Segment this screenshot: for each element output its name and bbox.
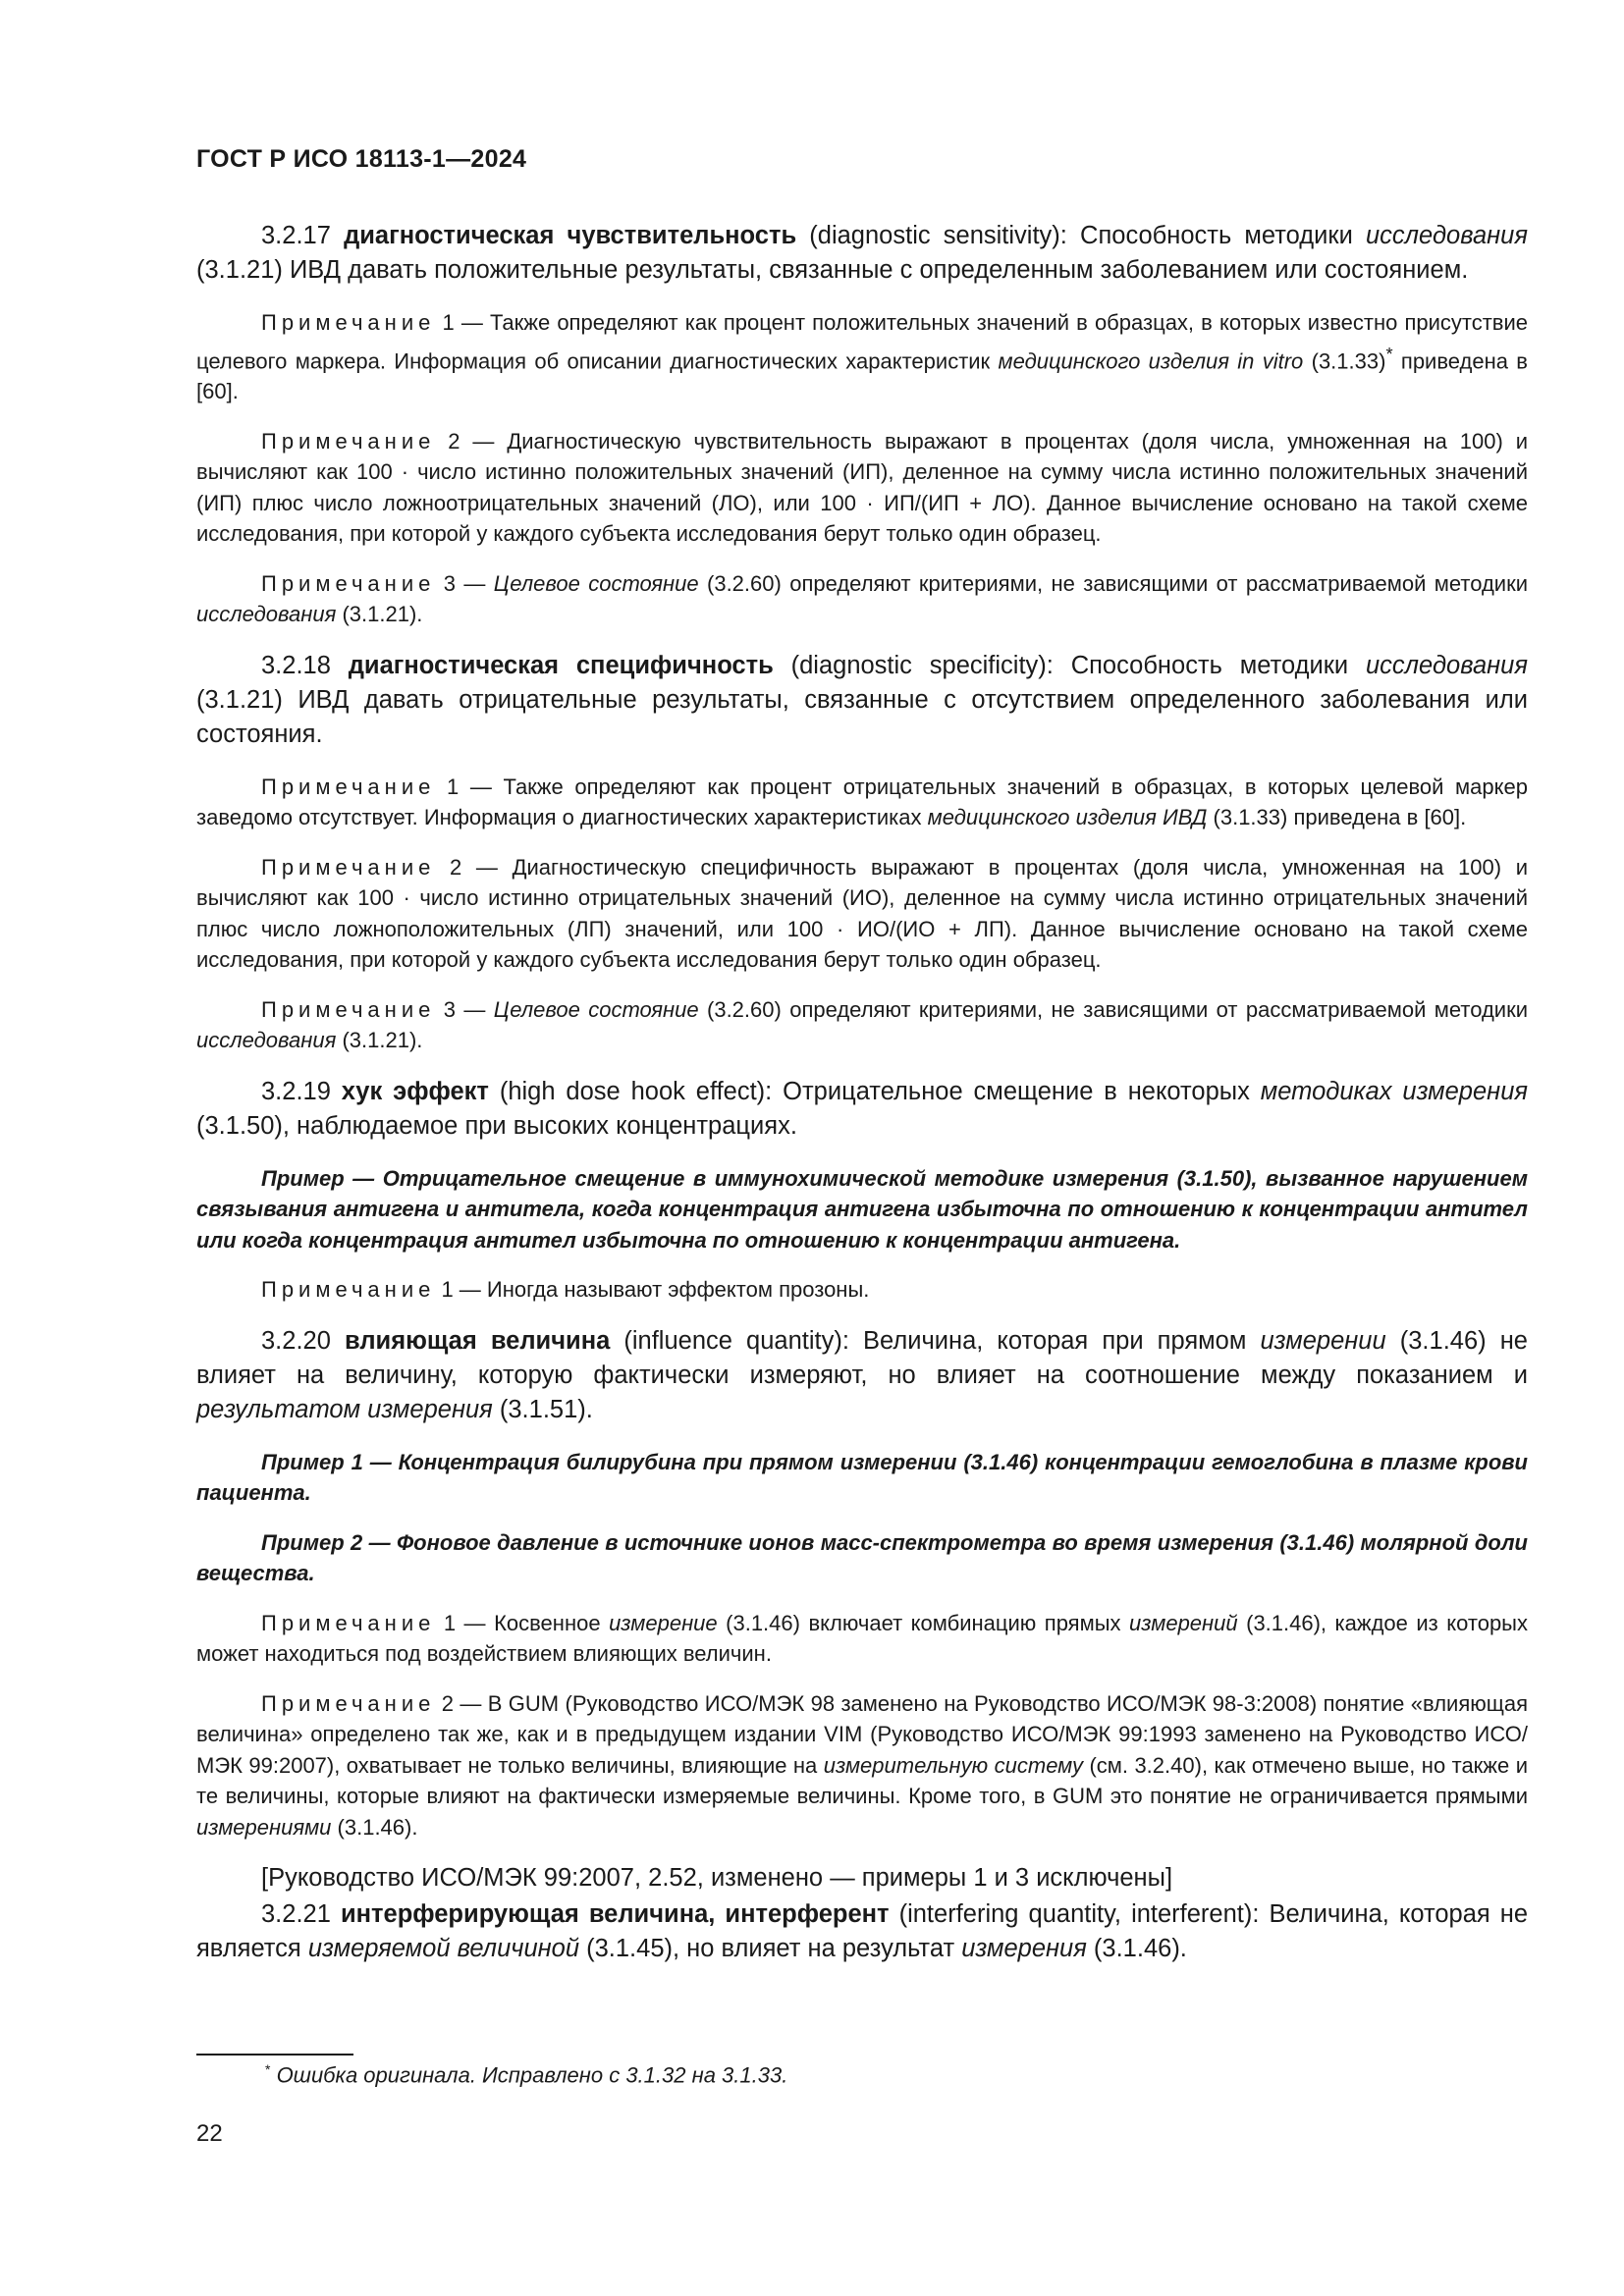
note-3-2-18-3: Примечание 3 — Целевое состояние (3.2.60) определяют критериями, не зависящими от рассматриваемой методики исследования (3.1.21). [196, 996, 1529, 1053]
page-number: 22 [196, 2120, 223, 2147]
example-3-2-20-1: Пример 1 — Концентрация билирубина при прямом измерении (3.1.46) концентрации гемоглобина в плазме крови пациента. [196, 1449, 1528, 1506]
note-3-2-17-1: Примечание 1 — Также определяют как процент положительных значений в образцах, в которых известно присутствие целевого маркера. Информация об описании диагностических характеристик медицинского изделия in vitro (3.1.33)* приведена в [60]. [196, 310, 1528, 404]
note-3-2-18-2: Примечание 2 — Диагностическую специфичность выражают в процентах (доля числа, умноженная на 100) и вычисляют как 100 · число истинно отрицательных значений (ИО), деленное на сумму числа истинно отрицательных значений плюс число ложноположительных (ЛП) значений, или 100 · ИО/(ИО + ЛП). Данное вычисление основано на такой схеме исследования, при которой у каждого субъекта исследования берут только один образец. [196, 854, 1528, 973]
document-page [196, 145, 1528, 1986]
term-3-2-17: 3.2.17 диагностическая чувствительность (diagnostic sensitivity): Способность методики исследования (3.1.21) ИВД давать положительные результаты, связанные с определенным заболеванием или состоянием. [196, 222, 1528, 284]
note-3-2-20-1: Примечание 1 — Косвенное измерение (3.1.46) включает комбинацию прямых измерений (3.1.46), каждое из которых может находиться под воздействием влияющих величин. [196, 1610, 1528, 1667]
note-3-2-18-1: Примечание 1 — Также определяют как процент отрицательных значений в образцах, в которых целевой маркер заведомо отсутствует. Информация о диагностических характеристиках медицинского изделия ИВД (3.1.33) приведена в [60]. [196, 774, 1528, 830]
note-3-2-17-3: Примечание 3 — Целевое состояние (3.2.60) определяют критериями, не зависящими от рассматриваемой методики исследования (3.1.21). [196, 570, 1529, 627]
term-3-2-20: 3.2.20 влияющая величина (influence quantity): Величина, которая при прямом измерении (3.1.46) не влияет на величину, которую фактически измеряют, но влияет на соотношение между показанием и результатом измерения (3.1.51). [196, 1326, 1528, 1423]
term-3-2-18: 3.2.18 диагностическая специфичность (diagnostic specificity): Способность методики исследования (3.1.21) ИВД давать отрицательные результаты, связанные с отсутствием определенного заболевания или состояния. [196, 651, 1528, 748]
standard-header: ГОСТ Р ИСО 18113-1—2024 [196, 145, 527, 173]
note-3-2-17-2: Примечание 2 — Диагностическую чувствительность выражают в процентах (доля числа, умноженная на 100) и вычисляют как 100 · число истинно положительных значений (ИП), деленное на сумму числа истинно положительных значений (ИП) плюс число ложноотрицательных значений (ЛО), или 100 · ИП/(ИП + ЛО). Данное вычисление основано на такой схеме исследования, при которой у каждого субъекта исследования берут только один образец. [196, 428, 1528, 547]
note-3-2-20-2: Примечание 2 — В GUM (Руководство ИСО/МЭК 98 заменено на Руководство ИСО/МЭК 98-3:2008) понятие «влияющая величина» определено так же, как и в предыдущем издании VIM (Руководство ИСО/МЭК 99:1993 заменено на Руководство ИСО/МЭК 99:2007), охватывает не только величины, влияющие на измерительную систему (см. 3.2.40), как отмечено выше, но также и те величины, которые влияют на фактически измеряемые величины. Кроме того, в GUM это понятие не ограничивается прямыми измерениями (3.1.46). [196, 1690, 1528, 1840]
example-3-2-19: Пример — Отрицательное смещение в иммунохимической методике измерения (3.1.50), вызванное нарушением связывания антигена и антитела, когда концентрация антигена избыточна по отношению к концентрации антител или когда концентрация антител избыточна по отношению к концентрации антигена. [196, 1165, 1528, 1253]
footnote-separator [196, 2054, 353, 2056]
term-3-2-19: 3.2.19 хук эффект (high dose hook effect): Отрицательное смещение в некоторых методиках измерения (3.1.50), наблюдаемое при высоких концентрациях. [196, 1077, 1529, 1140]
footnote: * Ошибка оригинала. Исправлено с 3.1.32 на 3.1.33. [265, 2061, 788, 2088]
example-3-2-20-2: Пример 2 — Фоновое давление в источнике ионов масс-спектрометра во время измерения (3.1.46) молярной доли вещества. [196, 1529, 1528, 1586]
note-3-2-19-1: Примечание 1 — Иногда называют эффектом прозоны. [261, 1277, 870, 1303]
term-3-2-21: 3.2.21 интерферирующая величина, интерферент (interfering quantity, interferent): Величина, которая не является измеряемой величиной (3.1.45), но влияет на результат измерения (3.1.46). [196, 1900, 1529, 1963]
source-reference: [Руководство ИСО/МЭК 99:2007, 2.52, изменено — примеры 1 и 3 исключены] [261, 1864, 1173, 1893]
